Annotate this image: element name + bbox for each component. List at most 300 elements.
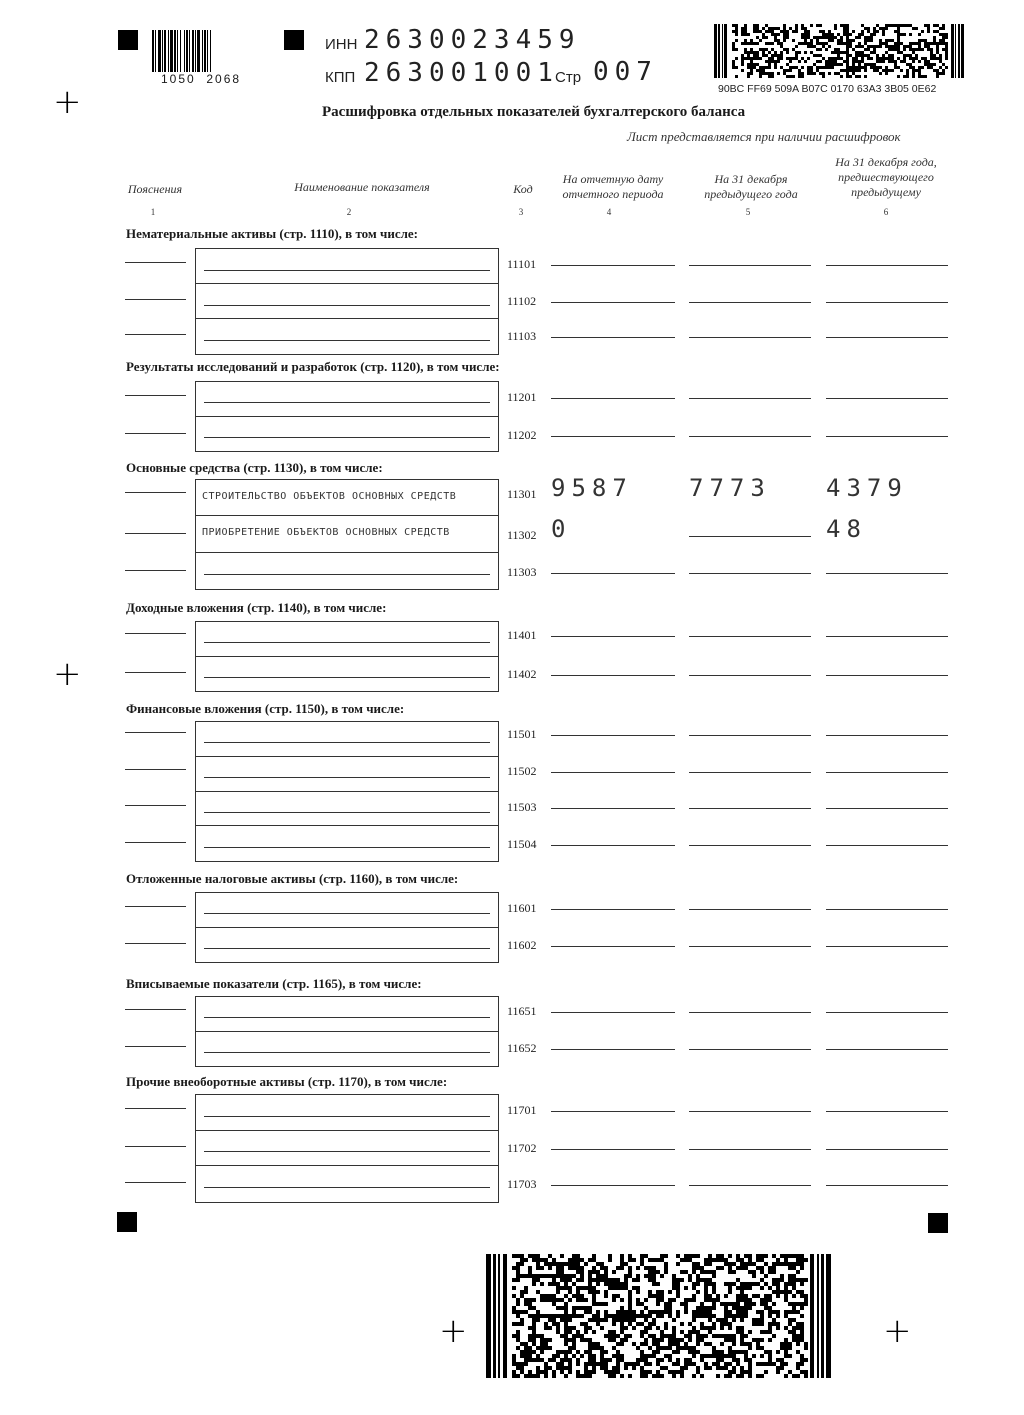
value-prev-prev-year-field[interactable] [826,337,948,338]
barcode-module [704,1362,708,1366]
barcode-module [858,33,861,36]
barcode-module [640,1342,644,1346]
explanation-field[interactable] [125,1146,186,1147]
barcode-module [656,1258,660,1262]
barcode-module [712,1322,716,1326]
barcode-module [660,1294,664,1298]
barcode-module [855,45,858,48]
explanation-field[interactable] [125,842,186,843]
value-prev-prev-year-field[interactable] [826,265,948,266]
barcode-module [636,1274,640,1278]
barcode-module [716,1350,720,1354]
indicator-name-field[interactable] [196,997,498,1032]
value-prev-year-field[interactable] [689,1111,811,1112]
barcode-module [528,1302,532,1306]
explanation-field[interactable] [125,533,186,534]
barcode-module [748,1258,752,1262]
indicator-name-field[interactable] [196,1095,498,1131]
value-prev-year-field[interactable] [689,337,811,338]
barcode-module [736,1374,740,1378]
barcode-module [945,51,948,54]
barcode-module [628,1302,632,1306]
barcode-module [620,1314,624,1318]
indicator-name-field[interactable] [196,657,498,692]
barcode-module [640,1262,644,1266]
value-current-field[interactable] [551,436,675,437]
barcode-module [897,51,900,54]
barcode-module [780,54,783,57]
value-prev-prev-year-field[interactable] [826,1185,948,1186]
barcode-module [843,33,846,36]
barcode-module [672,1334,676,1338]
barcode-module [891,24,894,27]
barcode-module [792,1306,796,1310]
value-prev-year-field[interactable] [689,636,811,637]
barcode-module [942,72,945,75]
value-prev-prev-year-field[interactable] [826,636,948,637]
barcode-module [744,27,747,30]
value-prev-prev-year-field[interactable] [826,772,948,773]
barcode-module [858,75,861,78]
barcode-module [735,39,738,42]
indicator-name-field[interactable] [196,826,498,861]
value-current-field[interactable] [551,675,675,676]
explanation-field[interactable] [125,1182,186,1183]
barcode-module [760,1278,764,1282]
barcode-module [882,54,885,57]
value-current-field[interactable] [551,573,675,574]
barcode-module [716,1298,720,1302]
value-prev-year-field[interactable] [689,845,811,846]
barcode-module [756,1294,760,1298]
barcode-module [704,1314,708,1318]
barcode-module [784,1258,788,1262]
barcode-module [741,30,744,33]
barcode-module [716,1254,720,1258]
barcode-module [807,30,810,33]
barcode-module [668,1298,672,1302]
barcode-module [768,1294,772,1298]
barcode-module [608,1370,612,1374]
barcode-module [560,1362,564,1366]
barcode-module [596,1302,600,1306]
barcode-module [810,72,813,75]
barcode-module [744,1310,748,1314]
indicator-name-field[interactable] [196,893,498,928]
barcode-module [891,69,894,72]
barcode-module [858,63,861,66]
indicator-name-field[interactable] [196,480,498,516]
barcode-module [584,1330,588,1334]
barcode-module [882,60,885,63]
barcode-module [796,1366,800,1370]
barcode-module [544,1262,548,1266]
indicator-name-field[interactable] [196,382,498,417]
value-current-field[interactable] [551,337,675,338]
barcode-module [912,27,915,30]
value-prev-prev-year-field[interactable] [826,436,948,437]
barcode-module [760,1266,764,1270]
row-code: 11302 [507,528,537,542]
barcode-module [945,54,948,57]
value-prev-year-field[interactable] [689,808,811,809]
indicator-name-field[interactable] [196,319,498,354]
barcode-module [532,1274,536,1278]
value-prev-prev-year-field[interactable] [826,675,948,676]
indicator-name-field[interactable] [196,928,498,963]
barcode-module [912,57,915,60]
barcode-module [858,60,861,63]
row-code: 11504 [507,837,537,851]
barcode-module [939,27,942,30]
barcode-module [764,1362,768,1366]
barcode-module [664,1270,668,1274]
barcode-module [828,45,831,48]
barcode-module [532,1342,536,1346]
value-prev-prev-year-field[interactable] [826,735,948,736]
barcode-module [600,1302,604,1306]
barcode-module [736,1266,740,1270]
barcode-module [520,1342,524,1346]
value-current-field[interactable] [551,398,675,399]
value-prev-year-field[interactable] [689,1149,811,1150]
barcode-module [765,24,768,27]
barcode-module [772,1362,776,1366]
barcode-module [636,1298,640,1302]
value-current-field[interactable] [551,1111,675,1112]
barcode-module [568,1358,572,1362]
barcode-module [592,1366,596,1370]
barcode-module [632,1326,636,1330]
barcode-module [936,72,939,75]
barcode-module [792,1326,796,1330]
indicator-name-field[interactable] [196,722,498,757]
barcode-module [772,1302,776,1306]
barcode-module [724,1314,728,1318]
barcode-module [516,1266,520,1270]
barcode-module [704,1326,708,1330]
barcode-module [660,1374,664,1378]
barcode-module [612,1354,616,1358]
barcode-module [906,75,909,78]
barcode-module [795,51,798,54]
barcode-module [885,39,888,42]
section-title: Результаты исследований и разработок (стр. 1120), в том числе: [126,359,500,374]
barcode-module [945,33,948,36]
barcode-module [584,1370,588,1374]
value-prev-prev-year-field[interactable] [826,946,948,947]
registration-square-bottom-right [928,1213,948,1233]
barcode-module [768,1330,772,1334]
barcode-module [588,1350,592,1354]
barcode-module [888,48,891,51]
inn-value: 2630023459 [364,25,581,55]
barcode-module [608,1258,612,1262]
explanation-field[interactable] [125,1108,186,1109]
value-prev-prev-year-field[interactable] [826,808,948,809]
value-current-field[interactable] [551,1049,675,1050]
barcode-module [897,33,900,36]
explanation-field[interactable] [125,492,186,493]
barcode-module [879,42,882,45]
barcode-module [792,1262,796,1266]
value-prev-year-field[interactable] [689,1185,811,1186]
barcode-module [692,1350,696,1354]
value-current-field[interactable] [551,1149,675,1150]
barcode-module [568,1318,572,1322]
value-current-field[interactable] [551,735,675,736]
barcode-module [652,1294,656,1298]
value-current[interactable]: 9587 [551,474,633,502]
barcode-module [764,1282,768,1286]
indicator-name-field[interactable] [196,622,498,657]
barcode-module [568,1366,572,1370]
indicator-name-field[interactable] [196,757,498,792]
value-prev-year-field[interactable] [689,946,811,947]
explanation-field[interactable] [125,732,186,733]
value-prev-prev-year-field[interactable] [826,1111,948,1112]
barcode-module [930,42,933,45]
barcode-module [528,1346,532,1350]
barcode-module [612,1270,616,1274]
barcode-module [846,66,849,69]
barcode-module [906,63,909,66]
barcode-module [588,1374,592,1378]
barcode-module [564,1322,568,1326]
section-title: Нематериальные активы (стр. 1110), в том числе: [126,226,419,241]
barcode-module [564,1350,568,1354]
explanation-field[interactable] [125,769,186,770]
barcode-module [849,54,852,57]
barcode-module [520,1322,524,1326]
value-current-field[interactable] [551,772,675,773]
barcode-module [873,45,876,48]
value-prev-prev-year[interactable]: 48 [826,515,867,543]
barcode-module [903,54,906,57]
explanation-field[interactable] [125,672,186,673]
name-line [204,812,490,813]
barcode-module [930,66,933,69]
indicator-name-field[interactable] [196,1166,498,1202]
explanation-field[interactable] [125,395,186,396]
indicator-name-field[interactable] [196,516,498,552]
barcode-module [939,57,942,60]
explanation-field[interactable] [125,433,186,434]
value-prev-year-field[interactable] [689,398,811,399]
barcode-module [750,72,753,75]
explanation-field[interactable] [125,262,186,263]
explanation-field[interactable] [125,943,186,944]
barcode-module [747,75,750,78]
barcode-module [924,57,927,60]
barcode-module [927,60,930,63]
barcode-module [840,36,843,39]
value-prev-year-field[interactable] [689,436,811,437]
barcode-module [616,1266,620,1270]
barcode-module [604,1370,608,1374]
value-prev-year-field[interactable] [689,909,811,910]
indicator-name-field[interactable] [196,553,498,589]
barcode-module [660,1258,664,1262]
barcode-module [800,1306,804,1310]
value-prev-prev-year-field[interactable] [826,909,948,910]
explanation-field[interactable] [125,906,186,907]
barcode-module [909,57,912,60]
barcode-module [676,1370,680,1374]
barcode-module [704,1290,708,1294]
indicator-name-field[interactable] [196,284,498,319]
barcode-module [520,1290,524,1294]
barcode-module [724,1318,728,1322]
section-title: Доходные вложения (стр. 1140), в том числе: [126,600,387,615]
value-current[interactable]: 0 [551,515,572,543]
value-prev-year[interactable]: 7773 [689,474,771,502]
explanation-field[interactable] [125,805,186,806]
barcode-module [780,1262,784,1266]
barcode-module [846,30,849,33]
value-prev-prev-year-field[interactable] [826,845,948,846]
barcode-module [648,1362,652,1366]
barcode-module [843,24,846,27]
barcode-module [861,24,864,27]
indicator-name-field[interactable] [196,1131,498,1167]
barcode-module [894,30,897,33]
barcode-module [752,1354,756,1358]
value-current-field[interactable] [551,636,675,637]
value-prev-prev-year-field[interactable] [826,1149,948,1150]
barcode-module [756,27,759,30]
value-prev-prev-year[interactable]: 4379 [826,474,908,502]
barcode-module [784,1310,788,1314]
explanation-field[interactable] [125,299,186,300]
barcode-module [544,1326,548,1330]
barcode-module [740,1342,744,1346]
barcode-module [564,1306,568,1310]
barcode-module [572,1338,576,1342]
barcode-module [873,63,876,66]
barcode-module [740,1290,744,1294]
barcode-module [588,1258,592,1262]
barcode-module [660,1298,664,1302]
barcode-module [624,1334,628,1338]
value-prev-year-field[interactable] [689,735,811,736]
barcode-module [556,1286,560,1290]
barcode-module [792,66,795,69]
name-line [204,1187,490,1188]
barcode-module [564,1302,568,1306]
value-current-field[interactable] [551,808,675,809]
barcode-module [897,39,900,42]
value-current-field[interactable] [551,1012,675,1013]
barcode-module [801,66,804,69]
value-current-field[interactable] [551,265,675,266]
barcode-module [873,30,876,33]
barcode-module [849,69,852,72]
value-prev-prev-year-field[interactable] [826,398,948,399]
barcode-module [732,63,735,66]
barcode-module [708,1326,712,1330]
barcode-module [879,45,882,48]
indicator-name-field[interactable] [196,1032,498,1067]
value-prev-year-field[interactable] [689,573,811,574]
barcode-module [532,1298,536,1302]
indicator-name-field[interactable] [196,417,498,452]
barcode-module [798,75,801,78]
value-prev-year-field[interactable] [689,1012,811,1013]
value-prev-year-field[interactable] [689,302,811,303]
explanation-field[interactable] [125,570,186,571]
value-prev-prev-year-field[interactable] [826,1049,948,1050]
value-current-field[interactable] [551,946,675,947]
barcode-module [564,1286,568,1290]
barcode-module [915,27,918,30]
barcode-module [776,1282,780,1286]
barcode-module [740,1366,744,1370]
explanation-field[interactable] [125,1009,186,1010]
barcode-module [736,1362,740,1366]
barcode-module [732,1262,736,1266]
value-current-field[interactable] [551,909,675,910]
value-prev-year-field[interactable] [689,675,811,676]
name-line [204,642,490,643]
barcode-module [796,1270,800,1274]
value-prev-prev-year-field[interactable] [826,302,948,303]
indicator-name-field[interactable] [196,792,498,827]
value-prev-year-field[interactable] [689,265,811,266]
value-prev-prev-year-field[interactable] [826,573,948,574]
explanation-field[interactable] [125,334,186,335]
barcode-module [552,1274,556,1278]
barcode-module [828,39,831,42]
value-prev-year-field[interactable] [689,772,811,773]
barcode-module [776,1322,780,1326]
barcode-module [879,66,882,69]
value-current-field[interactable] [551,302,675,303]
barcode-module [846,75,849,78]
row-code: 11102 [507,294,537,308]
explanation-field[interactable] [125,633,186,634]
value-prev-year-field[interactable] [689,1049,811,1050]
barcode-module [732,1338,736,1342]
barcode-module [560,1262,564,1266]
barcode-module [752,1322,756,1326]
value-prev-prev-year-field[interactable] [826,1012,948,1013]
barcode-module [786,48,789,51]
barcode-module [688,1322,692,1326]
barcode-module [831,33,834,36]
barcode-module [744,57,747,60]
barcode-module [903,33,906,36]
explanation-field[interactable] [125,1046,186,1047]
barcode-module [780,1362,784,1366]
value-prev-year-field[interactable] [689,536,811,537]
indicator-name-field[interactable] [196,249,498,284]
barcode-module [945,42,948,45]
barcode-module [855,69,858,72]
barcode-module [897,66,900,69]
barcode-module [540,1346,544,1350]
barcode-module [628,1322,632,1326]
value-current-field[interactable] [551,845,675,846]
barcode-module [528,1350,532,1354]
value-current-field[interactable] [551,1185,675,1186]
barcode-module [784,1346,788,1350]
barcode-module [760,1346,764,1350]
barcode-module [668,1314,672,1318]
barcode-module [756,36,759,39]
barcode-module [596,1314,600,1318]
barcode-module [942,69,945,72]
